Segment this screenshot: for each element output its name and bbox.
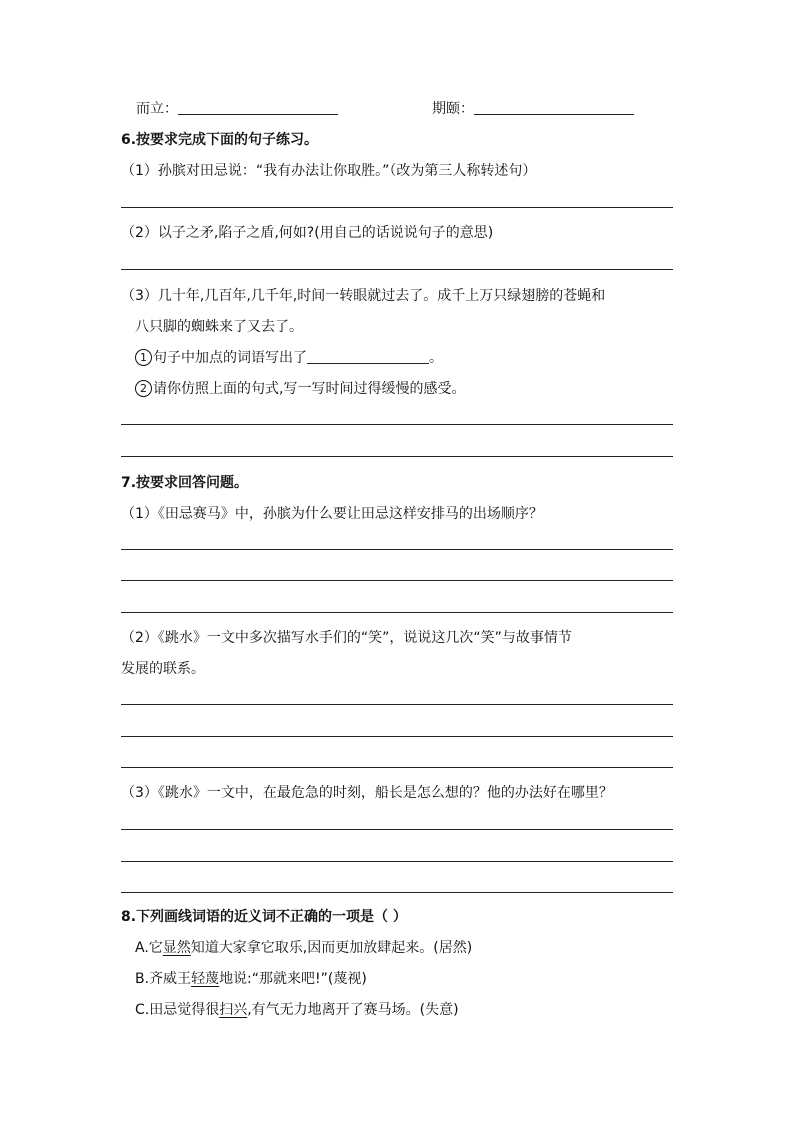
q6-sub3-b (135, 378, 465, 398)
q8-title: 8.下列画线词语的近义词不正确的一项是（ ） (121, 909, 407, 925)
q7-title: 7.按要求回答问题。 (121, 475, 249, 491)
q6-sub3-b-text: 请你仿照上面的句式,写一写时间过得缓慢的感受。 (153, 381, 466, 397)
q8-option-a[interactable] (135, 937, 472, 957)
answer-line[interactable] (121, 456, 673, 457)
q6-sub3-line2: 八只脚的蜘蛛来了又去了。 (135, 319, 303, 335)
answer-line[interactable] (121, 861, 673, 862)
q8-c-underlined: 扫兴 (219, 1002, 248, 1018)
q8-c-post: ,有气无力地离开了赛马场。(失意) (247, 1002, 459, 1018)
q6-sub3-line1: （3）几十年,几百年,几千年,时间一转眼就过去了。成千上万只绿翅膀的苍蝇和 (121, 288, 606, 304)
q6-sub1: （1）孙膑对田忌说：“我有办法让你取胜。”（改为第三人称转述句） (121, 163, 537, 179)
q8-b-post: 地说:“那就来吧!”(蔑视) (219, 971, 367, 987)
fill-word-a (136, 98, 338, 118)
q8-option-b[interactable] (135, 968, 367, 988)
q7-sub1: （1）《田忌赛马》中，孙膑为什么要让田忌这样安排马的出场顺序？ (121, 506, 543, 522)
answer-line[interactable] (121, 767, 673, 768)
q6-sub3-a-text: 句子中加点的词语写出了 (153, 350, 307, 366)
q6-sub3-a (135, 347, 443, 367)
q8-c-pre: C.田忌觉得很 (135, 1002, 220, 1018)
fill-word-b (432, 98, 634, 118)
answer-line[interactable] (121, 580, 673, 581)
answer-line[interactable] (121, 829, 673, 830)
fill-word-b-label: 期颐： (432, 101, 474, 117)
q8-a-underlined: 显然 (162, 940, 191, 956)
answer-line[interactable] (121, 704, 673, 705)
q6-title: 6.按要求完成下面的句子练习。 (121, 132, 319, 148)
q8-a-post: 知道大家拿它取乐,因而更加放肆起来。(居然) (190, 940, 473, 956)
q6-sub3-a-end: 。 (429, 350, 443, 366)
q8-b-underlined: 轻蔑 (191, 971, 220, 987)
q6-sub3-a-blank[interactable] (307, 363, 429, 364)
q8-option-c[interactable] (135, 999, 459, 1019)
answer-line[interactable] (121, 549, 673, 550)
q8-b-pre: B.齐威王 (135, 971, 192, 987)
q7-sub2-line1: （2）《跳水》一文中多次描写水手们的“笑”，说说这几次“笑”与故事情节 (121, 630, 572, 646)
q8-a-pre: A.它 (135, 940, 163, 956)
fill-word-b-blank[interactable] (474, 114, 634, 115)
answer-line[interactable] (121, 892, 673, 893)
answer-line[interactable] (121, 736, 673, 737)
answer-line[interactable] (121, 207, 673, 208)
fill-word-a-label: 而立： (136, 101, 178, 117)
q6-sub2: （2）以子之矛,陷子之盾,何如?(用自己的话说说句子的意思) (121, 225, 494, 241)
answer-line[interactable] (121, 269, 673, 270)
q7-sub2-line2: 发展的联系。 (121, 661, 205, 677)
fill-word-a-blank[interactable] (178, 114, 338, 115)
answer-line[interactable] (121, 612, 673, 613)
answer-line[interactable] (121, 424, 673, 425)
circled-number-1: 1 (135, 349, 152, 366)
circled-number-2: 2 (135, 380, 152, 397)
q7-sub3: （3）《跳水》一文中，在最危急的时刻，船长是怎么想的？他的办法好在哪里？ (121, 785, 613, 801)
